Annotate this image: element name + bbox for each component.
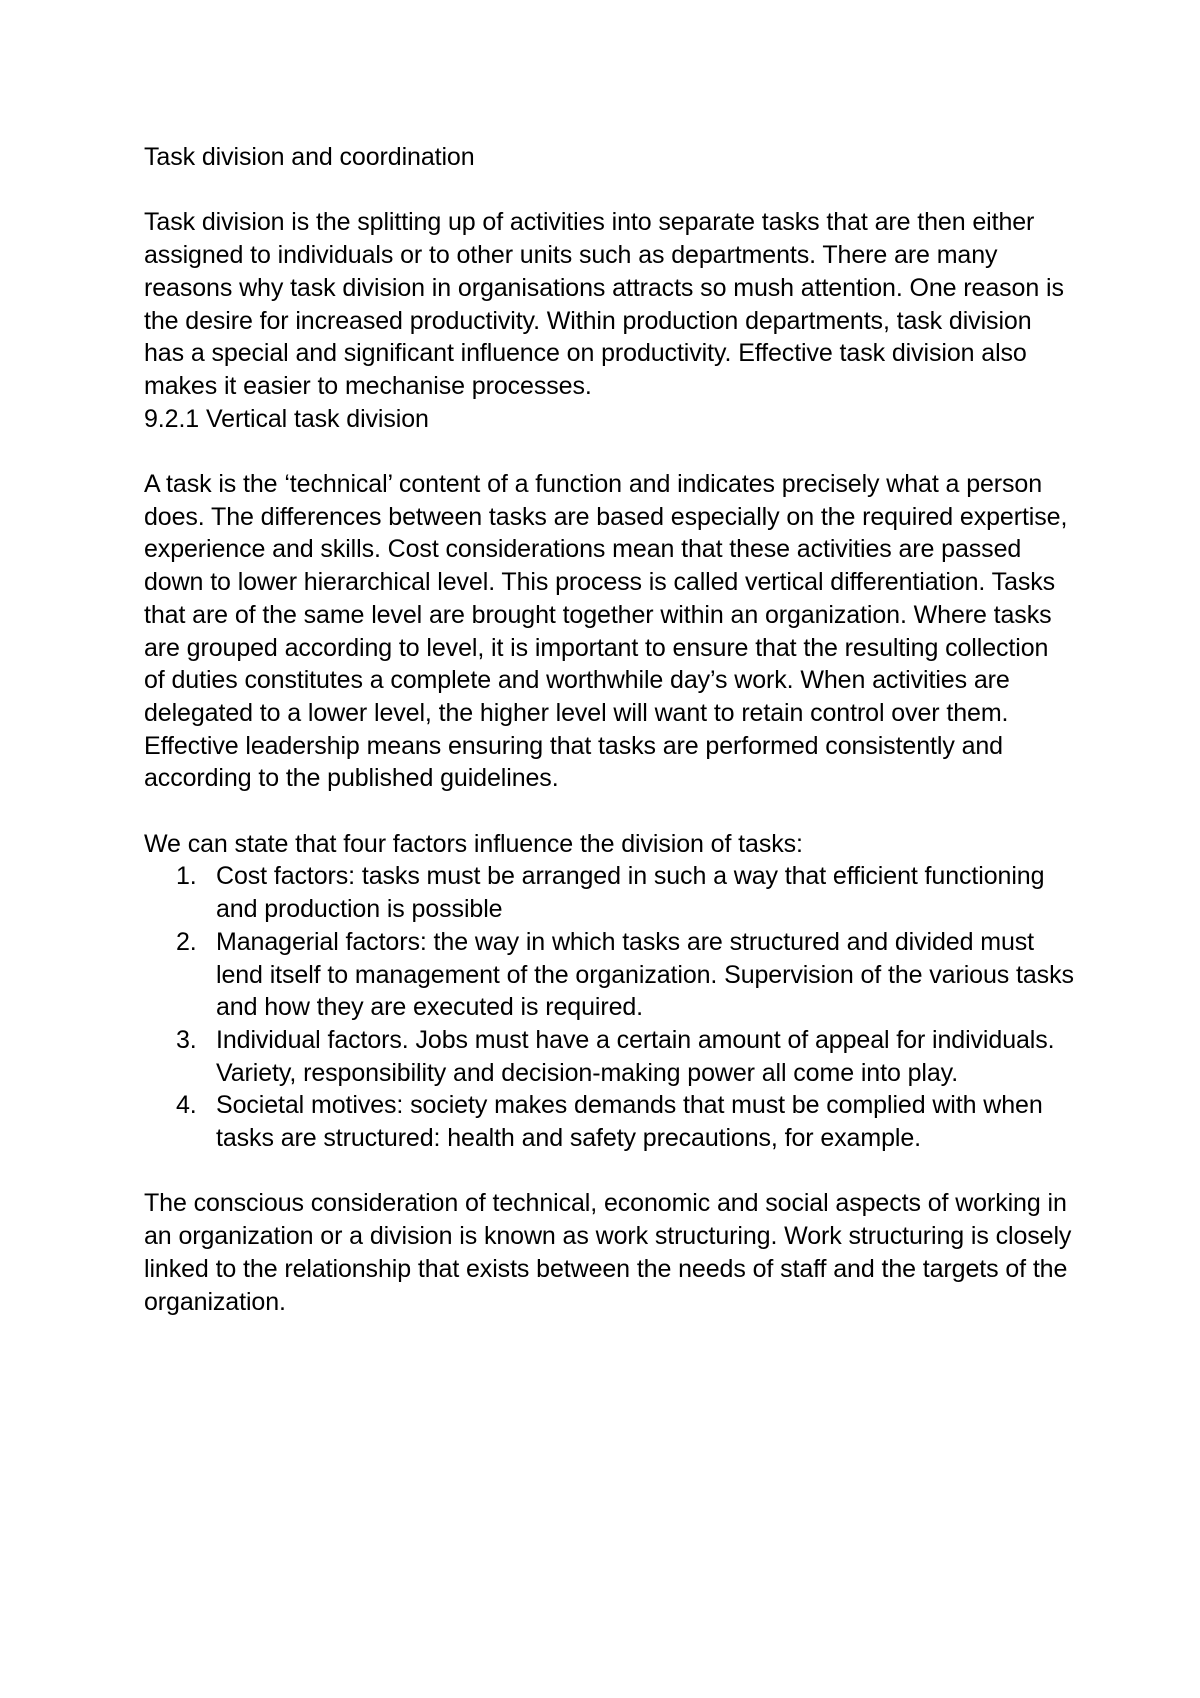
list-number: 3. <box>176 1025 197 1054</box>
document-body <box>144 141 1074 1318</box>
leadership-paragraph: Effective leadership means ensuring that tasks are performed consistently and according to the published guidelines. <box>144 731 1003 793</box>
list-number: 2. <box>176 927 197 956</box>
list-number: 4. <box>176 1091 197 1120</box>
intro-paragraph: Task division is the splitting up of activities into separate tasks that are then either assigned to individuals or to other units such as departments. There are many reasons why task division in organisations attracts so mush attention. One reason is the desire for increased productivity. Within production departments, task division has a special and significant influence on productivity. Effective task division also makes it easier to mechanise processes. <box>144 208 1064 400</box>
list-item <box>144 926 1074 1024</box>
factors-intro: We can state that four factors influence the division of tasks: <box>144 829 803 858</box>
closing-paragraph: The conscious consideration of technical, economic and social aspects of working in an organization or a division is known as work structuring. Work structuring is closely linked to the relationship that exists between the needs of staff and the targets of the organization. <box>144 1189 1072 1316</box>
list-item <box>144 1089 1074 1154</box>
vertical-division-paragraph: A task is the ‘technical’ content of a function and indicates precisely what a person does. The differences between tasks are based especially on the required expertise, experience and skills. Cost considerations mean that these activities are passed down to lower hierarchical level. This process is called vertical differentiation. Tasks that are of the same level are brought together within an organization. Where tasks are grouped according to level, it is important to ensure that the resulting collection of duties constitutes a complete and worthwhile day’s work. When activities are delegated to a lower level, the higher level will want to retain control over them. <box>144 470 1068 727</box>
list-item-text: Managerial factors: the way in which tasks are structured and divided must lend itself to management of the organization. Supervision of the various tasks and how they are executed is required. <box>216 927 1074 1022</box>
spacer <box>144 795 1074 828</box>
spacer <box>144 174 1074 207</box>
list-number: 1. <box>176 862 197 891</box>
spacer <box>144 435 1074 468</box>
list-item-text: Cost factors: tasks must be arranged in such a way that efficient functioning and production is possible <box>216 862 1045 924</box>
document-title: Task division and coordination <box>144 143 475 171</box>
spacer <box>144 1155 1074 1188</box>
list-item <box>144 860 1074 925</box>
list-item <box>144 1024 1074 1089</box>
section-heading: 9.2.1 Vertical task division <box>144 404 429 433</box>
factors-list <box>144 860 1074 1154</box>
list-item-text: Individual factors. Jobs must have a certain amount of appeal for individuals. Variety, responsibility and decision-making power all come into play. <box>216 1025 1055 1087</box>
list-item-text: Societal motives: society makes demands that must be complied with when tasks are structured: health and safety precautions, for example. <box>216 1091 1043 1153</box>
